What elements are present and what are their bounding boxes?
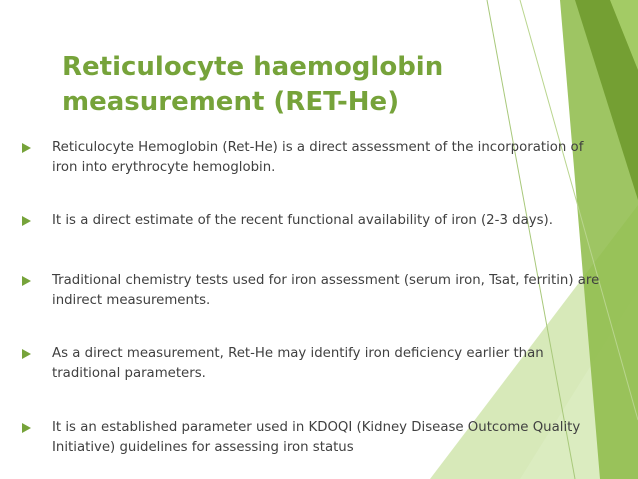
triangle-bullet-icon bbox=[22, 216, 31, 226]
bullet-text: Reticulocyte Hemoglobin (Ret-He) is a direct assessment of the incorporation of iron into erythrocyte hemoglobin. bbox=[52, 140, 584, 175]
triangle-bullet-icon bbox=[22, 423, 31, 433]
slide-title-line-1: Reticulocyte haemoglobin bbox=[62, 52, 444, 82]
slide-title bbox=[62, 50, 522, 120]
bullet-text: As a direct measurement, Ret-He may identify iron deficiency earlier than traditional parameters. bbox=[52, 346, 544, 381]
bullet-text: Traditional chemistry tests used for iron assessment (serum iron, Tsat, ferritin) are indirect measurements. bbox=[52, 273, 600, 308]
triangle-bullet-icon bbox=[22, 143, 31, 153]
bullet-text: It is an established parameter used in KDOQI (Kidney Disease Outcome Quality Initiative) guidelines for assessing iron status bbox=[52, 420, 581, 455]
triangle-bullet-icon bbox=[22, 276, 31, 286]
bullet-text: It is a direct estimate of the recent functional availability of iron (2-3 days). bbox=[52, 213, 553, 228]
slide-title-line-2: measurement (RET-He) bbox=[62, 87, 400, 117]
triangle-bullet-icon bbox=[22, 349, 31, 359]
